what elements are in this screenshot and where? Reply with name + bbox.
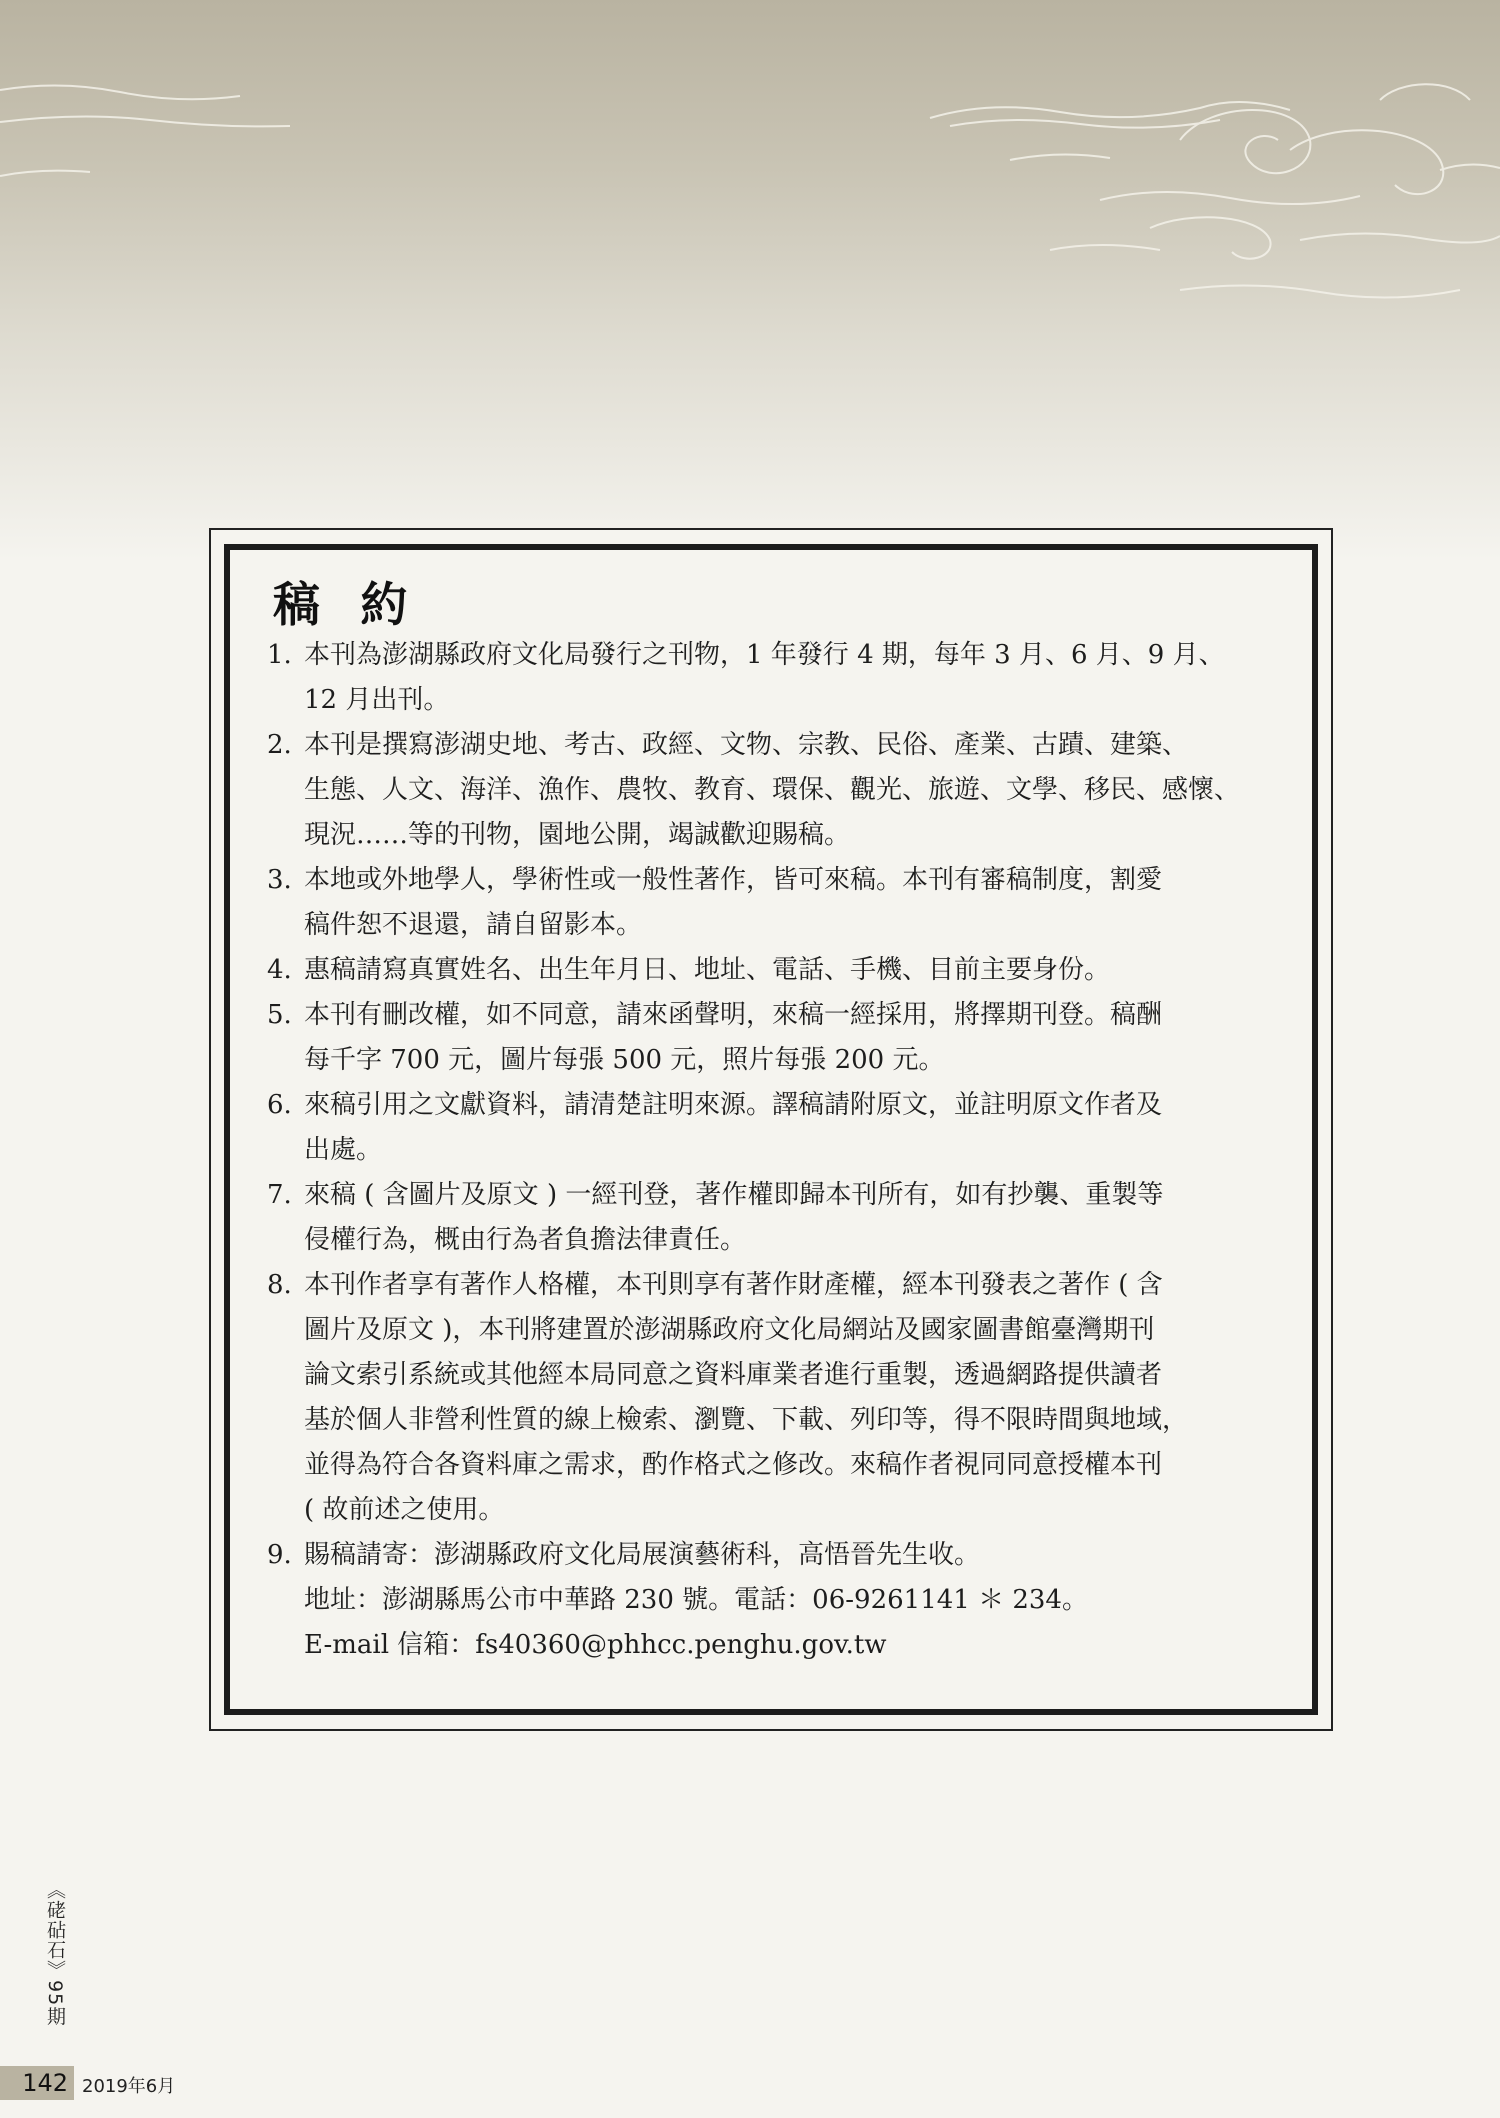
notice-item [267, 1083, 1277, 1173]
item-text-line: 12 月出刊。 [304, 685, 450, 715]
notice-item [267, 1533, 1277, 1668]
item-number: 3. [267, 865, 292, 895]
notice-title: 稿 約 [273, 578, 420, 633]
item-text-line: 論文索引系統或其他經本局同意之資料庫業者進行重製，透過網路提供讀者 [304, 1360, 1163, 1390]
item-number: 2. [267, 730, 292, 760]
submission-notice-box [209, 528, 1333, 1731]
page-number: 142 [0, 2066, 74, 2100]
item-text-line: 基於個人非營利性質的線上檢索、瀏覽、下載、列印等，得不限時間與地域， [304, 1405, 1189, 1435]
item-number: 5. [267, 1000, 292, 1030]
item-text-line: 本刊為澎湖縣政府文化局發行之刊物，1 年發行 4 期，每年 3 月、6 月、9 月、 [304, 640, 1225, 670]
journal-title-vertical: 《硓砧石》95期 [44, 1880, 66, 2027]
notice-item [267, 723, 1277, 858]
item-text-line: 稿件恕不退還，請自留影本。 [304, 910, 643, 940]
item-number: 7. [267, 1180, 292, 1210]
item-text-line: 來稿引用之文獻資料，請清楚註明來源。譯稿請附原文，並註明原文作者及 [304, 1090, 1163, 1120]
cloud-pattern-decoration [0, 0, 1500, 360]
item-text-line: 來稿 ( 含圖片及原文 ) 一經刊登，著作權即歸本刊所有，如有抄襲、重製等 [304, 1180, 1164, 1210]
notice-item [267, 858, 1277, 948]
item-text-line: E-mail 信箱：fs40360@phhcc.penghu.gov.tw [304, 1630, 887, 1660]
issue-date: 2019年6月 [82, 2076, 176, 2097]
notice-item [267, 1263, 1277, 1533]
item-text-line: 並得為符合各資料庫之需求，酌作格式之修改。來稿作者視同同意授權本刊 [304, 1450, 1163, 1480]
notice-item [267, 633, 1277, 723]
item-number: 9. [267, 1540, 292, 1570]
notice-item [267, 993, 1277, 1083]
item-number: 8. [267, 1270, 292, 1300]
item-number: 4. [267, 955, 292, 985]
item-text-line: 本地或外地學人，學術性或一般性著作，皆可來稿。本刊有審稿制度，割愛 [304, 865, 1163, 895]
item-number: 6. [267, 1090, 292, 1120]
item-text-line: 生態、人文、海洋、漁作、農牧、教育、環保、觀光、旅遊、文學、移民、感懷、 [304, 775, 1241, 805]
item-text-line: 本刊作者享有著作人格權，本刊則享有著作財產權，經本刊發表之著作 ( 含 [304, 1270, 1163, 1300]
item-text-line: 出處。 [304, 1135, 383, 1165]
item-text-line: 惠稿請寫真實姓名、出生年月日、地址、電話、手機、目前主要身份。 [304, 955, 1111, 985]
notice-item [267, 1173, 1277, 1263]
item-text-line: 現況……等的刊物，園地公開，竭誠歡迎賜稿。 [304, 820, 851, 850]
item-text-line: 地址：澎湖縣馬公市中華路 230 號。電話：06-9261141 ＊ 234。 [304, 1585, 1088, 1615]
item-text-line: 圖片及原文 )，本刊將建置於澎湖縣政府文化局網站及國家圖書館臺灣期刊 [304, 1315, 1155, 1345]
item-text-line: ( 故前述之使用。 [304, 1495, 505, 1525]
item-text-line: 侵權行為，概由行為者負擔法律責任。 [304, 1225, 747, 1255]
journal-issue-label [42, 1880, 82, 2030]
item-text-line: 每千字 700 元，圖片每張 500 元，照片每張 200 元。 [304, 1045, 945, 1075]
notice-item [267, 948, 1277, 993]
item-text-line: 賜稿請寄：澎湖縣政府文化局展演藝術科，高悟晉先生收。 [304, 1540, 981, 1570]
cloud-header-band [0, 0, 1500, 560]
item-text-line: 本刊有刪改權，如不同意，請來函聲明，來稿一經採用，將擇期刊登。稿酬 [304, 1000, 1163, 1030]
item-number: 1. [267, 640, 292, 670]
item-text-line: 本刊是撰寫澎湖史地、考古、政經、文物、宗教、民俗、產業、古蹟、建築、 [304, 730, 1189, 760]
notice-list [267, 633, 1277, 1668]
